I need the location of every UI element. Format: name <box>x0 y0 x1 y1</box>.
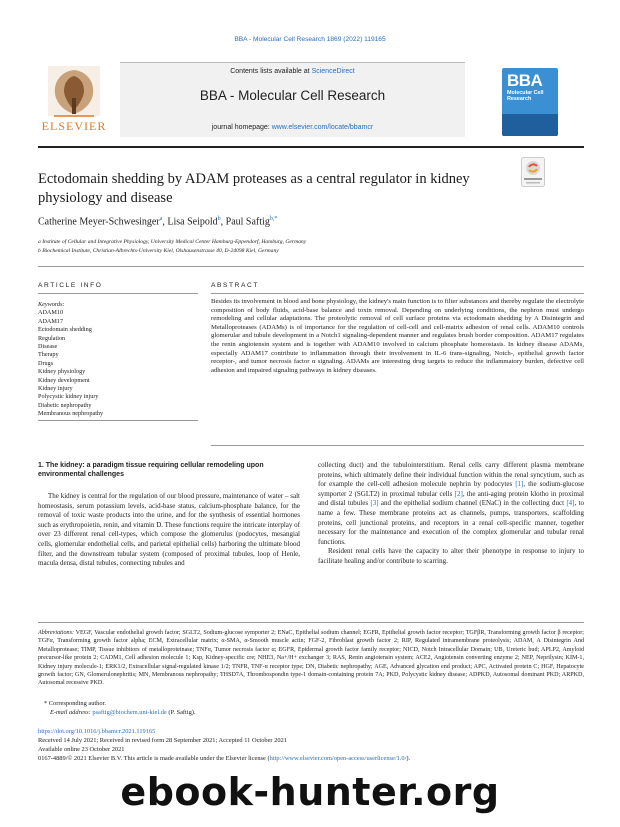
keyword: Disease <box>38 343 58 351</box>
elsevier-logo-text: ELSEVIER <box>41 119 107 133</box>
email-line <box>50 709 196 716</box>
journal-title: BBA - Molecular Cell Research <box>199 88 386 103</box>
received-dates: Received 14 July 2021; Received in revised form 28 September 2021; Accepted 11 October 2021 <box>38 737 287 744</box>
online-date: Available online 23 October 2021 <box>38 746 125 753</box>
author-affil-mark[interactable]: b <box>217 216 221 222</box>
copyright-end: ). <box>406 755 411 762</box>
reference-link[interactable]: [3] <box>370 499 379 508</box>
author-affil-mark[interactable]: b,* <box>269 216 278 222</box>
author-name: Paul Saftig <box>225 216 270 228</box>
cover-subtitle-2: Research <box>507 96 532 102</box>
email-suffix: (P. Saftig). <box>166 709 196 716</box>
divider <box>38 293 198 294</box>
abstract-heading: ABSTRACT <box>211 282 259 289</box>
footnote-rule <box>38 622 584 623</box>
check-for-updates-icon[interactable] <box>521 157 545 187</box>
sciencedirect-link[interactable]: ScienceDirect <box>311 68 355 75</box>
body-column-left <box>38 492 300 569</box>
doi-link[interactable]: https://doi.org/10.1016/j.bbamcr.2021.119165 <box>38 728 156 735</box>
copyright-line <box>38 755 584 762</box>
body-paragraph <box>318 461 584 547</box>
contents-prefix: Contents lists available at <box>230 68 312 75</box>
reference-link[interactable]: [2] <box>454 489 463 498</box>
keyword: Drugs <box>38 359 54 367</box>
divider <box>38 266 584 267</box>
keywords-list <box>38 301 198 419</box>
keyword: Kidney physiology <box>38 368 86 376</box>
keyword: Kidney development <box>38 376 90 384</box>
abbreviations-footnote <box>38 629 584 688</box>
header-rule <box>38 146 584 148</box>
keyword: Therapy <box>38 351 59 359</box>
affiliation: a Institute of Cellular and Integrative Physiology, University Medical Center Hamburg-Eppendorf, Hamburg, Germany <box>38 239 307 245</box>
keyword: ADAM10 <box>38 309 64 317</box>
keyword: Ectodomain shedding <box>38 326 92 334</box>
homepage-link[interactable]: www.elsevier.com/locate/bbamcr <box>271 124 374 131</box>
affiliations <box>38 238 584 255</box>
contents-line <box>120 68 465 75</box>
divider <box>38 420 198 421</box>
cover-subtitle-1: Molecular Cell <box>507 90 544 96</box>
article-title: Ectodomain shedding by ADAM proteases as a central regulator in kidney physiology and disease <box>38 171 470 206</box>
text-run: and the epithelial sodium channel (ENaC) in the collecting duct <box>378 499 567 508</box>
author-affil-mark[interactable]: a <box>159 216 163 222</box>
keyword: Polycystic kidney injury <box>38 393 99 401</box>
abbreviations-text: VEGF, Vascular endothelial growth factor; SGLT2, Sodium-glucose symporter 2; ENaC, Epithelial sodium channel; EGFR, Epithelial growth factor receptor; TGFβR, Transforming growth factor β receptor; TGFα, Transforming growth factor alpha; ECM, Extracellular matrix; α-SMA, α-Smooth muscle actin; FGF-2, Fibroblast growth factor 2; RIP, Regulated intramembrane proteolysis; ADAM, A Disintegrin And Metalloprotease; TIMP, Tissue inhibitors of metalloproteinase; TNFα, Tumor necrosis factor α; EGFR, Epidermal growth factor family receptor; NICD, Notch Intracellular Domain; UB, Ureteric bud; APLP2, Amyloid precursor-like protein 2; CADM1, Cell adhesion molecule 1; Ksp, Kidney-specific cre; NHE3, Na+/H+ exchanger 3; RAS, Renin angiotensin system; ACE2, Angiotensin converting enzyme 2; NEP, Neprilysin; KIM-1, Kidney injury molecule-1; ERK1/2, Extracellular signal-regulated kinase 1/2; TNFR, TNF-α receptor type; DN, Diabetic nephropathy; AGE, Advanced glycation end product; APC, Activated protein C; HGF, Hepatocyte growth factor; GN, Glomerulonephritis; MN, Membranous nephropathy; THSD7A, Thrombospondin type-1 domain-containing protein 7A; PKD, Polycystic kidney disease; ADPKD, Autosomal dominant PKD; ARPKD, Autosomal recessive PKD. <box>38 630 584 687</box>
homepage-prefix: journal homepage: <box>211 124 272 131</box>
elsevier-logo <box>38 62 110 136</box>
author-list: Catherine Meyer-Schwesinger$^a$, Lisa Seipold$^b$, Paul Saftig$^{b,*}$ <box>38 216 278 228</box>
journal-cover <box>502 68 558 136</box>
reference-link[interactable]: [1] <box>515 480 524 489</box>
article-info-heading: ARTICLE INFO <box>38 282 103 289</box>
keyword: Kidney injury <box>38 385 73 393</box>
section-heading: 1. The kidney: a paradigm tissue requiring cellular remodeling upon environmental challenges <box>38 462 264 478</box>
keyword: ADAM17 <box>38 317 64 325</box>
divider <box>211 445 584 446</box>
license-link[interactable]: http://www.elsevier.com/open-access/userlicense/1.0/ <box>269 755 407 762</box>
running-head[interactable]: BBA - Molecular Cell Research 1869 (2022) 119165 <box>234 36 386 43</box>
affiliation: b Biochemical Institute, Christian-Albrechts-University Kiel, Olshausenstrasse 40, D-24098 Kiel, Germany <box>38 247 279 254</box>
text-run: , the sodium-glucose symporter 2 (SGLT2) in proximal tubular cells <box>318 480 584 498</box>
corresponding-author-note: * Corresponding author. <box>44 700 106 707</box>
journal-box <box>120 62 465 137</box>
keyword: Diabetic nephropathy <box>38 401 92 409</box>
text-run: , the anti-aging protein klotho in proximal and distal tubules <box>318 489 584 508</box>
body-paragraph: The kidney is central for the regulation of our blood pressure, maintenance of water – salt homeostasis, serum potassium levels, acid-base status, calcium-phosphate balance, for the removal of toxic waste products into the urine, and for the synthesis of essential hormones such as erythropoietin, renin, and vitamin D. These functions require the intricate interplay of over 23 different renal cell-types, which compose the glomerulus (podocytes, mesangial cells, glomerular endothelial cells, and parietal epithelial cells) harboring the ultimate blood filter, and the downstream tubular system (composed of proximal tubules, loop of Henle, macula densa, distal tubules, connecting tubules and <box>38 492 300 568</box>
reference-link[interactable]: [4] <box>566 499 575 508</box>
email-link[interactable]: psaftig@biochem.uni-kiel.de <box>92 709 167 716</box>
body-paragraph: Resident renal cells have the capacity to alter their phenotype in response to injury to facilitate healing and/or contribute to scarring. <box>318 547 584 565</box>
author-name: Lisa Seipold <box>167 216 218 228</box>
body-column-right <box>318 461 584 567</box>
email-label: E-mail address: <box>50 709 91 716</box>
homepage-line <box>120 124 465 131</box>
copyright-text: 0167-4889/© 2021 Elsevier B.V. This article is made available under the Elsevier license ( <box>38 755 270 762</box>
keyword: Membranous nephropathy <box>38 410 104 418</box>
cover-strip <box>502 114 558 136</box>
watermark: ebook-hunter.org <box>120 770 500 814</box>
cover-title: BBA <box>507 71 543 90</box>
author-name: Catherine Meyer-Schwesinger <box>38 216 160 228</box>
journal-masthead <box>38 62 584 140</box>
text-run: , to name a few. These membrane proteins act as channels, pumps, transporters, scaffolding proteins, cell junctional proteins, and receptors in a renal cell-specific manner, together necessary for the maintenance and execution of the complex glomerular and tubular renal functions. <box>318 499 584 546</box>
text-run: collecting duct) and the tubulointerstitium. Renal cells carry different plasma membrane proteins, which ultimately define their individual function within the renal syncytium, such as for example the cell-cell adhesion molecule nephrin by podocytes <box>318 461 584 489</box>
abbreviations-label: Abbreviations: <box>38 630 74 636</box>
divider <box>211 293 584 294</box>
keywords-label: Keywords: <box>38 301 65 308</box>
abstract-text: Besides its involvement in blood and bone physiology, the kidney's main function is to filter substances and thereby regulate the electrolyte composition of body fluids, acid-base balance and toxin removal. Depending on underlying conditions, the nephron must undergo remodeling and cellular adaptations. The proteolytic removal of cell surface proteins via ectodomain shedding by A Disintegrin and Metalloproteases (ADAMs) is of importance for the regulation of cell-cell and cell-matrix adhesion of renal cells. ADAM10 controls glomerular and tubule development in a Notch1 signaling-dependent manner and regulates brush border composition. ADAM17 regulates the renin angiotensin system and is together with ADAM10 involved in calcium phosphate homeostasis. In kidney disease ADAMs, especially ADAM17 contribute to inflammation through their involvement in IL-6 trans-signaling, Notch-, epithelial growth factor receptor-, and tumor necrosis factor α signaling. ADAMs are interesting drug targets to reduce the inflammatory burden, defective cell adhesion and impaired signaling pathways in kidney diseases. <box>211 298 584 374</box>
keyword: Regulation <box>38 334 66 342</box>
